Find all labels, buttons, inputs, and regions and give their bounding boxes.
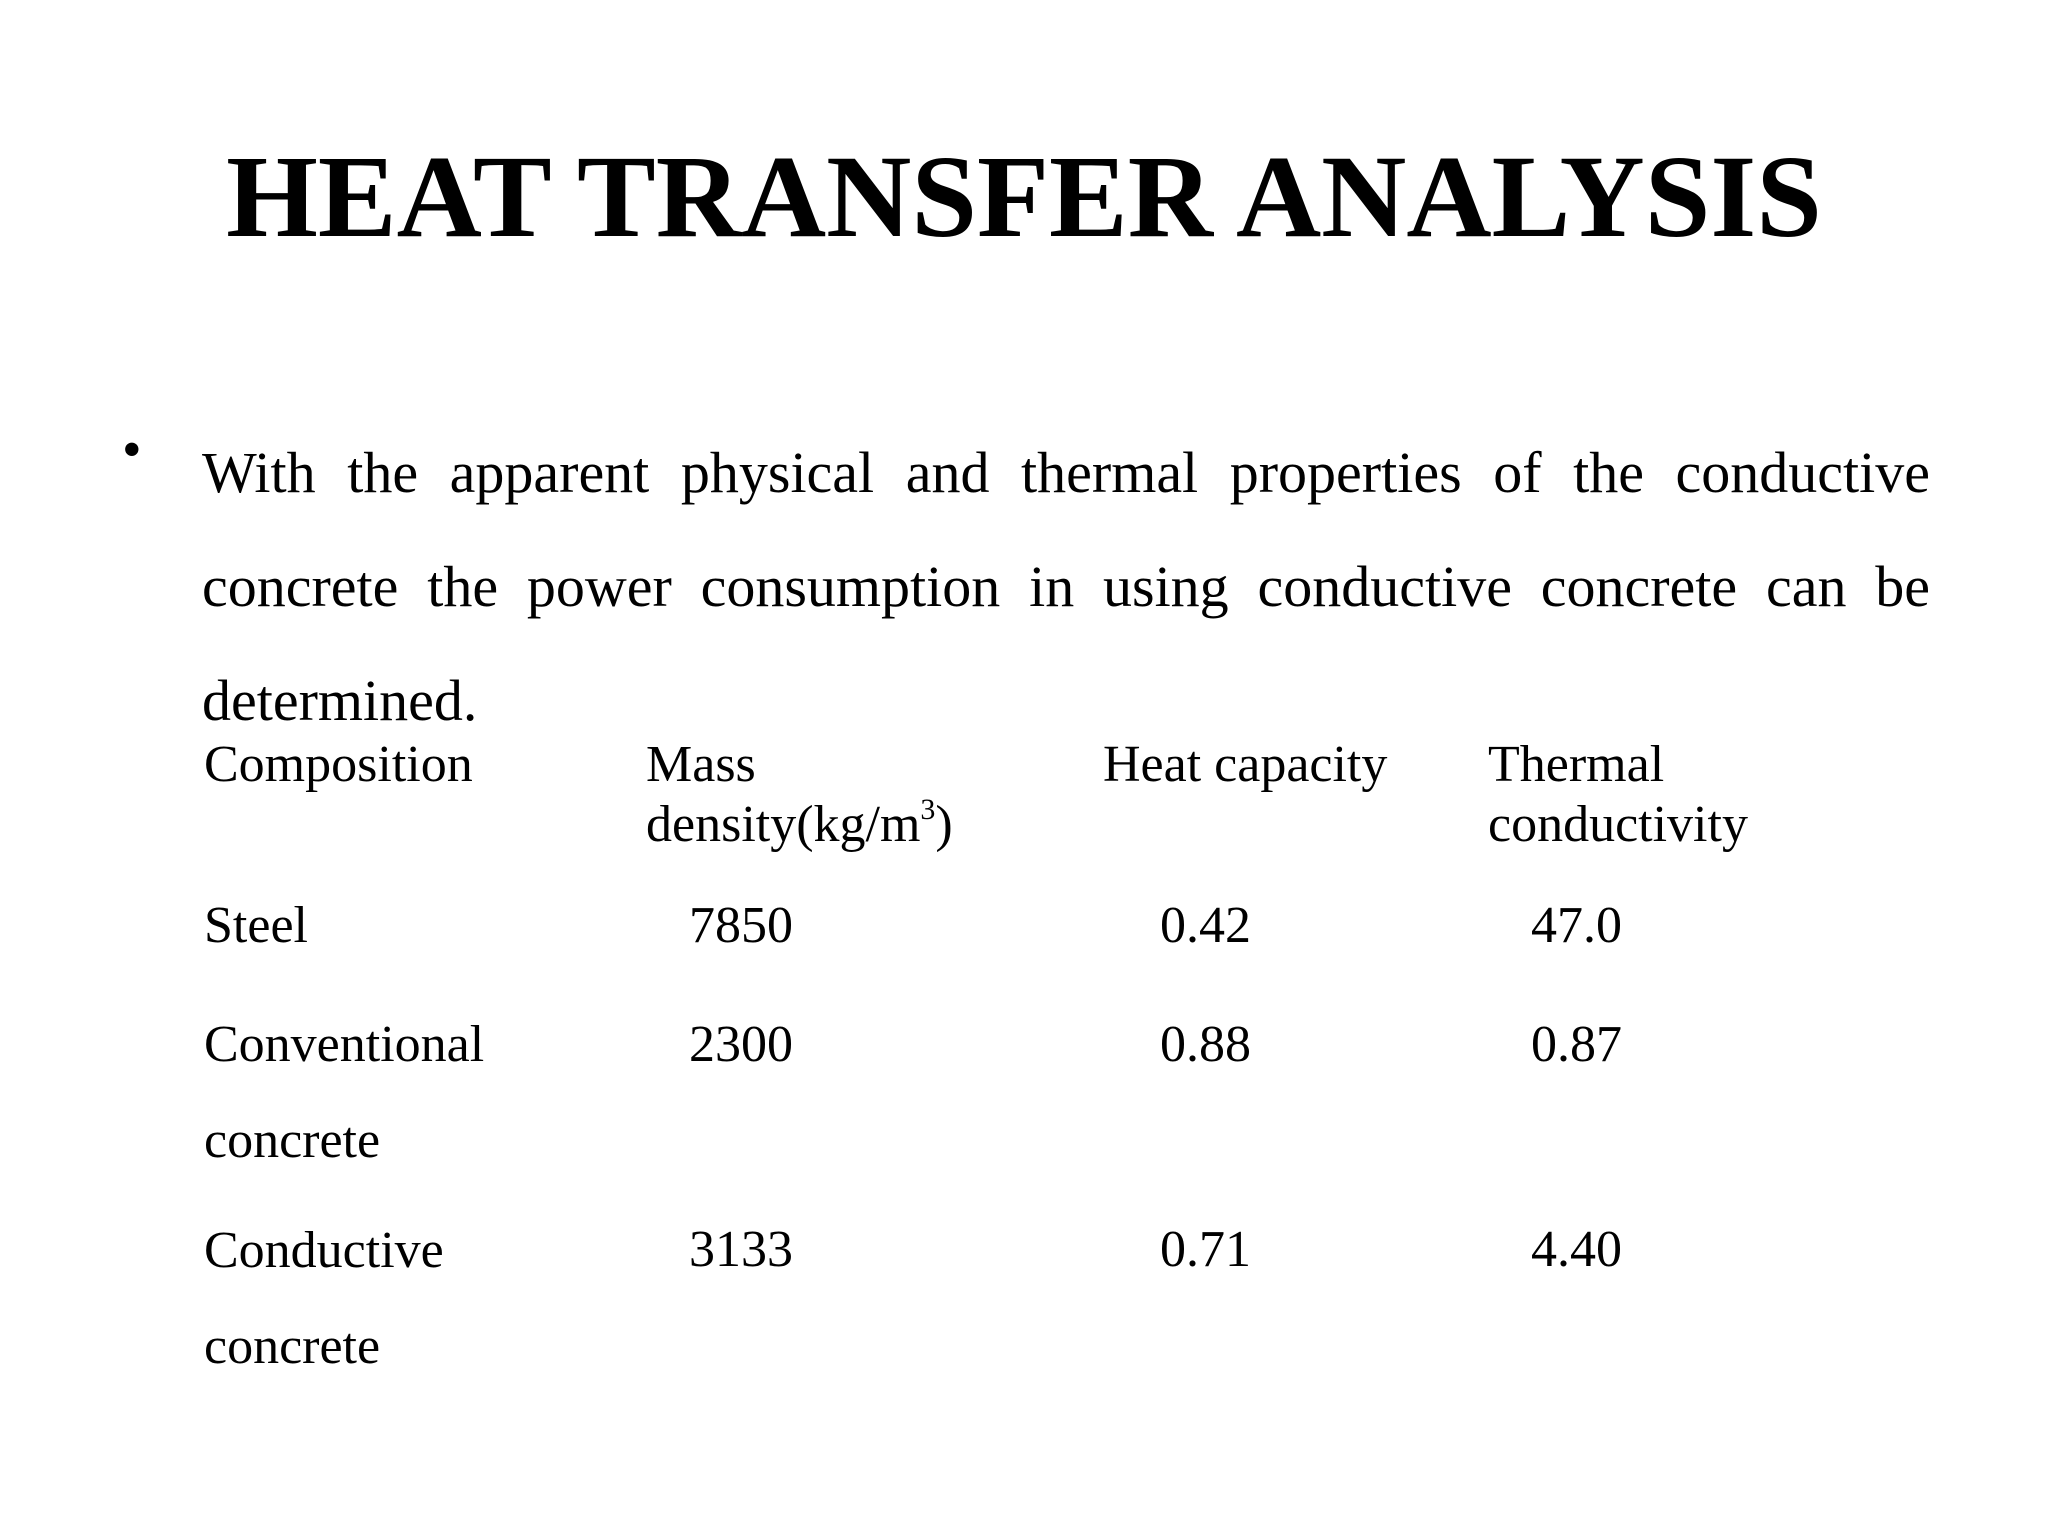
slide-title: HEAT TRANSFER ANALYSIS bbox=[226, 131, 1822, 262]
row-conductive-mass-density: 3133 bbox=[689, 1221, 793, 1278]
row-conventional-thermal-conductivity: 0.87 bbox=[1531, 1016, 1622, 1073]
header-mass-close: ) bbox=[935, 796, 953, 853]
row-conventional-heat-capacity: 0.88 bbox=[1160, 1016, 1251, 1073]
header-mass-line2 bbox=[646, 792, 953, 855]
row-conductive-heat-capacity: 0.71 bbox=[1160, 1221, 1251, 1278]
row-conductive-composition: Conductive concrete bbox=[204, 1222, 444, 1375]
header-mass-line1: Mass bbox=[646, 736, 756, 793]
row-conventional-mass-density: 2300 bbox=[689, 1016, 793, 1073]
header-mass-superscript: 3 bbox=[920, 792, 936, 826]
header-mass-density bbox=[646, 735, 953, 855]
row-steel-mass-density: 7850 bbox=[689, 897, 793, 954]
header-thermal-conductivity bbox=[1488, 735, 1748, 855]
bullet-text: With the apparent physical and thermal properties of the conductive concrete the power consumption in using conductive concrete can be determined. bbox=[202, 440, 1930, 733]
header-composition: Composition bbox=[204, 736, 473, 793]
header-thermal-line1: Thermal bbox=[1488, 736, 1665, 793]
header-mass-text: density(kg/m bbox=[646, 796, 921, 853]
header-thermal-line2: conductivity bbox=[1488, 796, 1748, 853]
row-steel-thermal-conductivity: 47.0 bbox=[1531, 897, 1622, 954]
row-conventional-composition: Conventional concrete bbox=[204, 1016, 485, 1169]
header-heat-capacity: Heat capacity bbox=[1103, 736, 1388, 793]
bullet-point-icon: • bbox=[122, 419, 142, 481]
row-conductive-thermal-conductivity: 4.40 bbox=[1531, 1221, 1622, 1278]
row-steel-composition: Steel bbox=[204, 897, 308, 954]
row-steel-heat-capacity: 0.42 bbox=[1160, 897, 1251, 954]
